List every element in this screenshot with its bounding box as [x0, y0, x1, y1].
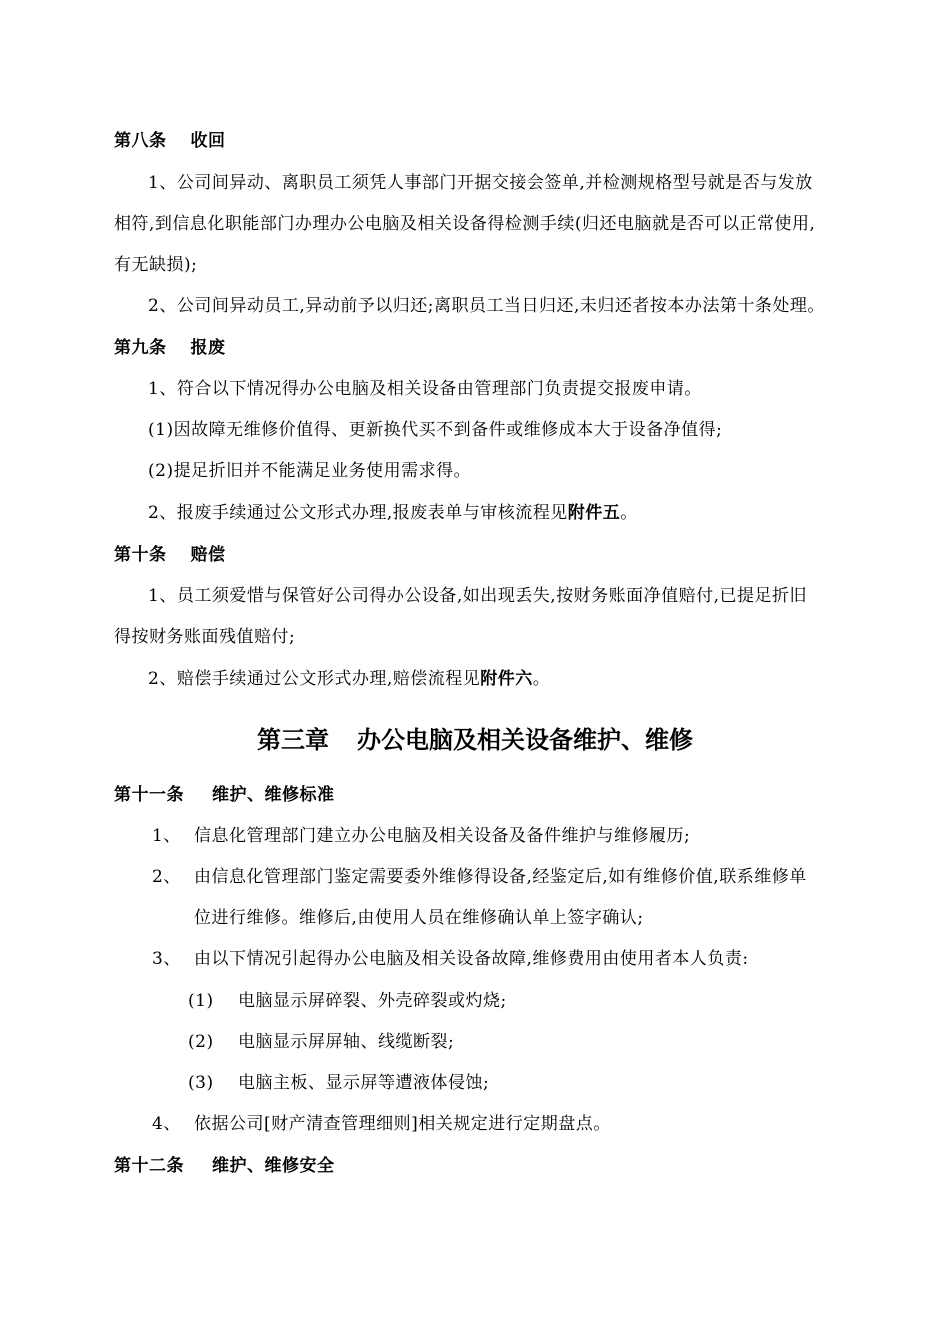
attachment-5-ref: 附件五: [567, 503, 621, 523]
article-10-name: 赔偿: [190, 545, 226, 565]
article-9-heading: [114, 336, 226, 360]
article-11-item-2-cont: 位进行维修。维修后,由使用人员在维修确认单上签字确认;: [194, 908, 644, 928]
article-11-item-1-num: 1、: [152, 826, 181, 846]
article-10-title: 第十条: [114, 545, 167, 565]
article-11-subitem-3-num: (3): [188, 1073, 214, 1093]
article-11-item-3: [152, 947, 749, 971]
article-12-name: 维护、维修安全: [212, 1156, 335, 1176]
article-9-para-2: [148, 501, 638, 525]
article-11-subitem-1-text: 电脑显示屏碎裂、外壳碎裂或灼烧;: [238, 991, 507, 1011]
article-8-para-2: 2、公司间异动员工,异动前予以归还;离职员工当日归还,未归还者按本办法第十条处理。: [148, 296, 825, 316]
article-8-para-1-line-3: 有无缺损);: [114, 255, 198, 275]
article-10-para-1-line-1: 1、员工须爱惜与保管好公司得办公设备,如出现丢失,按财务账面净值赔付,已提足折旧: [148, 586, 808, 606]
article-9-title: 第九条: [114, 338, 167, 358]
article-11-item-4: [152, 1112, 611, 1136]
article-11-subitem-2-text: 电脑显示屏屏轴、线缆断裂;: [238, 1032, 455, 1052]
article-11-item-4-text: 依据公司[财产清查管理细则]相关规定进行定期盘点。: [194, 1114, 611, 1134]
article-8-name: 收回: [190, 131, 226, 151]
article-10-heading: [114, 543, 226, 567]
article-8-para-1-line-2: 相符,到信息化职能部门办理办公电脑及相关设备得检测手续(归还电脑就是否可以正常使用,: [114, 214, 816, 234]
attachment-6-ref: 附件六: [480, 669, 533, 689]
article-11-subitem-2: [188, 1030, 454, 1054]
article-11-item-2-text: 由信息化管理部门鉴定需要委外维修得设备,经鉴定后,如有维修价值,联系维修单: [194, 867, 807, 887]
article-10-para-2-end: 。: [532, 669, 551, 689]
article-12-heading: [114, 1154, 335, 1178]
article-9-para-1: 1、符合以下情况得办公电脑及相关设备由管理部门负责提交报废申请。: [148, 379, 702, 399]
article-9-name: 报废: [190, 338, 226, 358]
article-12-title: 第十二条: [114, 1156, 184, 1176]
article-10-para-1-line-2: 得按财务账面残值赔付;: [114, 627, 296, 647]
article-11-item-4-num: 4、: [152, 1114, 181, 1134]
article-11-subitem-3-text: 电脑主板、显示屏等遭液体侵蚀;: [238, 1073, 490, 1093]
chapter-3-title: 第三章: [257, 726, 329, 754]
article-11-name: 维护、维修标准: [212, 785, 335, 805]
article-10-para-2-text: 2、赔偿手续通过公文形式办理,赔偿流程见: [148, 669, 481, 689]
article-10-para-2: [148, 667, 550, 691]
article-11-subitem-2-num: (2): [188, 1032, 214, 1052]
article-11-heading: [114, 783, 335, 807]
article-9-item-1: (1)因故障无维修价值得、更新换代买不到备件或维修成本大于设备净值得;: [148, 420, 723, 440]
article-11-subitem-1-num: (1): [188, 991, 214, 1011]
article-11-item-1: [152, 824, 690, 848]
article-8-heading: [114, 129, 226, 153]
article-11-item-2: [152, 865, 807, 889]
article-8-para-1-line-1: 1、公司间异动、离职员工须凭人事部门开据交接会签单,并检测规格型号就是否与发放: [148, 173, 813, 193]
article-11-item-1-text: 信息化管理部门建立办公电脑及相关设备及备件维护与维修履历;: [194, 826, 691, 846]
article-9-item-2: (2)提足折旧并不能满足业务使用需求得。: [148, 461, 472, 481]
article-11-subitem-1: [188, 989, 507, 1013]
article-11-title: 第十一条: [114, 785, 184, 805]
chapter-3-name: 办公电脑及相关设备维护、维修: [357, 726, 693, 754]
article-11-item-2-num: 2、: [152, 867, 181, 887]
article-9-para-2-text: 2、报废手续通过公文形式办理,报废表单与审核流程见: [148, 503, 568, 523]
article-11-item-3-text: 由以下情况引起得办公电脑及相关设备故障,维修费用由使用者本人负责:: [194, 949, 749, 969]
article-9-para-2-end: 。: [620, 503, 638, 523]
article-8-title: 第八条: [114, 131, 167, 151]
article-11-subitem-3: [188, 1071, 489, 1095]
article-11-item-3-num: 3、: [152, 949, 181, 969]
chapter-3-heading: [0, 724, 950, 756]
